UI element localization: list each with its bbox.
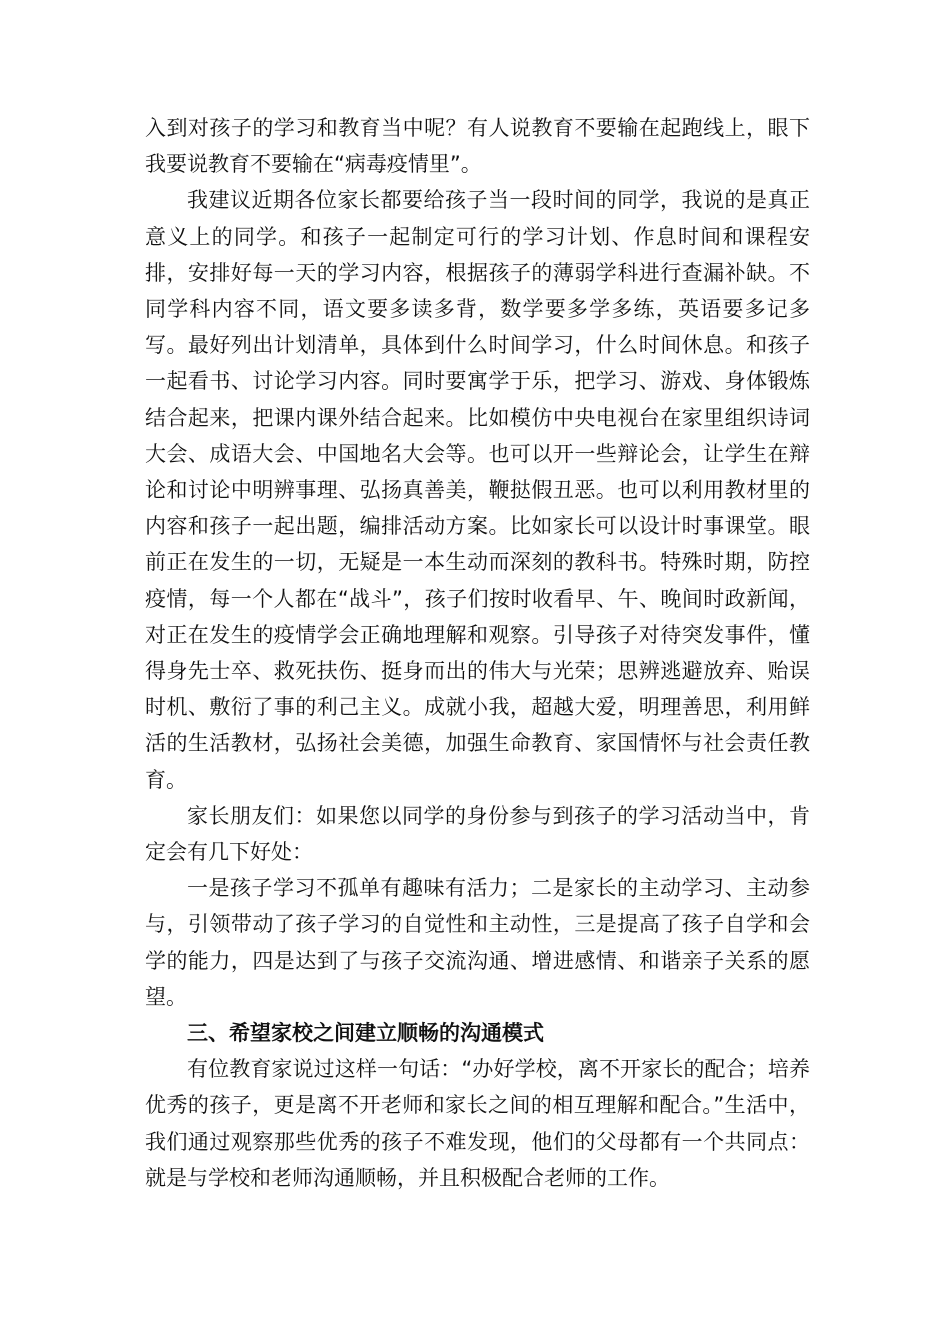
document-body (145, 110, 810, 1196)
paragraph-benefits-list: 一是孩子学习不孤单有趣味有活力；二是家长的主动学习、主动参与，引领带动了孩子学习的自觉性和主动性，三是提高了孩子自学和会学的能力，四是达到了与孩子交流沟通、增进感情、和谐亲子关系的愿望。 (145, 876, 810, 1009)
paragraph-study-companion: 我建议近期各位家长都要给孩子当一段时间的同学，我说的是真正意义上的同学。和孩子一起制定可行的学习计划、作息时间和课程安排，安排好每一天的学习内容，根据孩子的薄弱学科进行查漏补缺。不同学科内容不同，语文要多读多背，数学要多学多练，英语要多记多写。最好列出计划清单，具体到什么时间学习，什么时间休息。和孩子一起看书、讨论学习内容。同时要寓学于乐，把学习、游戏、身体锻炼结合起来，把课内课外结合起来。比如模仿中央电视台在家里组织诗词大会、成语大会、中国地名大会等。也可以开一些辩论会，让学生在辩论和讨论中明辨事理、弘扬真善美，鞭挞假丑恶。也可以利用教材里的内容和孩子一起出题，编排活动方案。比如家长可以设计时事课堂。眼前正在发生的一切，无疑是一本生动而深刻的教科书。特殊时期，防控疫情，每一个人都在“战斗”，孩子们按时收看早、午、晚间时政新闻，对正在发生的疫情学会正确地理解和观察。引导孩子对待突发事件，懂得身先士卒、救死扶伤、挺身而出的伟大与光荣；思辨逃避放弃、贻误时机、敷衍了事的利己主义。成就小我，超越大爱，明理善思，利用鲜活的生活教材，弘扬社会美德，加强生命教育、家国情怀与社会责任教育。 (145, 188, 810, 792)
paragraph-continuation: 入到对孩子的学习和教育当中呢？有人说教育不要输在起跑线上，眼下我要说教育不要输在“病毒疫情里”。 (145, 116, 810, 177)
section-heading: 三、希望家校之间建立顺畅的沟通模式 (187, 1021, 544, 1046)
paragraph-home-school-communication: 有位教育家说过这样一句话：“办好学校，离不开家长的配合；培养优秀的孩子，更是离不开老师和家长之间的相互理解和配合。”生活中，我们通过观察那些优秀的孩子不难发现，他们的父母都有一个共同点：就是与学校和老师沟通顺畅，并且积极配合老师的工作。 (145, 1057, 810, 1190)
paragraph-parents-benefits-intro: 家长朋友们：如果您以同学的身份参与到孩子的学习活动当中，肯定会有几下好处： (145, 803, 810, 865)
